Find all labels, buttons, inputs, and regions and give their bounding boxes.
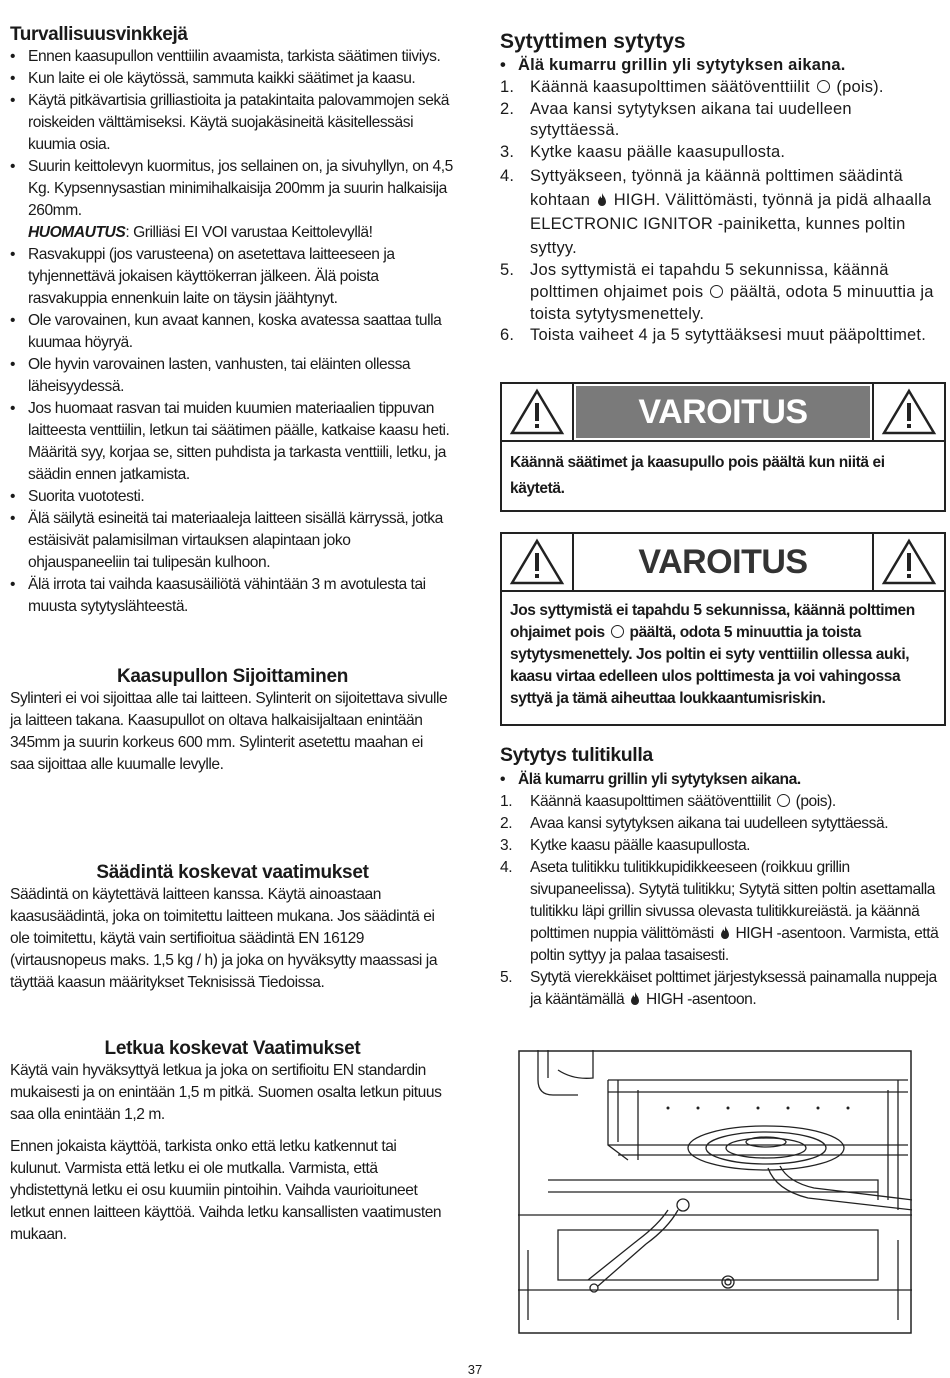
- hose-text-1: Käytä vain hyväksyttyä letkua ja joka on sertifioitu EN standardin mukaisesti ja on enintään 1,5 m pitkä. Suomen osalta letkun pituus saa olla enintään 1,2 m.: [10, 1062, 442, 1123]
- safety-list: [10, 46, 455, 618]
- step-item: [500, 857, 940, 967]
- step-item: [500, 967, 940, 1011]
- step-text: (pois).: [831, 77, 884, 96]
- step-number: 6.: [500, 326, 515, 345]
- warning-box-2: [500, 532, 946, 726]
- step-number: 5.: [500, 969, 513, 986]
- list-item: • Älä kumarru grillin yli sytytyksen aikana.: [500, 55, 942, 77]
- step-item: [500, 164, 942, 260]
- warning-title: VAROITUS: [638, 542, 808, 581]
- list-item: • Älä säilytä esineitä tai materiaaleja laitteen sisällä kärryssä, jotka estäisivät palamisilman virtauksen alapintaan joko ohjauspaneeliin tai tulipesän kulhoon.: [10, 508, 455, 574]
- step-number: 5.: [500, 260, 515, 279]
- warning-text: [502, 592, 944, 718]
- step-item: [500, 260, 942, 325]
- ignition-steps: [500, 77, 942, 347]
- step-item: [500, 99, 942, 143]
- list-item: • Käytä pitkävartisia grilliastioita ja patakintaita palovammojen sekä roiskeiden välttämiseksi. Käytä suojakäsineitä käsitellessäsi kuumia osia.: [10, 90, 455, 156]
- list-item: • Älä irrota tai vaihda kaasusäiliötä vähintään 3 m avotulesta tai muusta sytytyslähteestä.: [10, 574, 455, 618]
- ignition-title: Sytyttimen sytytys: [500, 30, 686, 53]
- grill-burner-illustration: [518, 1050, 912, 1334]
- warning-title: VAROITUS: [574, 384, 872, 440]
- step-item: [500, 835, 940, 857]
- regulator-title: Säädintä koskevat vaatimukset: [96, 862, 369, 883]
- step-number: 3.: [500, 143, 515, 162]
- step-number: 4.: [500, 859, 513, 876]
- warning-text-a: Jos syttymistä ei tapahdu 5 sekunnissa, käännä polttimen ohjaimet pois: [510, 602, 915, 641]
- off-circle-icon: [777, 794, 790, 807]
- regulator-text: Säädintä on käytettävä laitteen kanssa. Käytä ainoastaan kaasusäädintä, joka on toimitettu laitteen mukana. Jos säädintä ei ole toimitettu, käytä vain sertifioitua säädintä EN 16129 (virtausnopeus maks. 1,5 kg / h) ja joka on hyväksytty maassasi ja täyttää kaasun määritykset Teknisissä Tiedoissa.: [10, 886, 438, 991]
- list-item: • Ole varovainen, kun avaat kannen, koska avatessa saattaa tulla kuumaa höyryä.: [10, 310, 455, 354]
- match-title: Sytytys tulitikulla: [500, 744, 653, 766]
- hose-text-2: Ennen jokaista käyttöä, tarkista onko että letku katkennut tai kulunut. Varmista että letku ei ole mutkalla. Varmista, että yhdistettynä letku ei osu kuumiin pintoihin. Vaihda vaurioituneet letkut ennen laitteen käyttöä. Vaihda letku kansallisten vaatimusten mukaan.: [10, 1138, 442, 1243]
- safety-list-wrap: [10, 46, 455, 618]
- list-item: [10, 156, 455, 244]
- off-circle-icon: [611, 625, 624, 638]
- list-item-text: Suurin keittolevyn kuormitus, jos sellainen on, ja sivuhyllyn, on 4,5 Kg. Kypsennysastian minimihalkaisija 200mm ja suurin halkaisija 260mm.: [28, 158, 453, 219]
- step-number: 3.: [500, 837, 513, 854]
- warning-triangle-icon: [502, 384, 574, 440]
- step-text: päältä, odota 5 minuuttia ja toista sytytysmenettely.: [530, 282, 934, 323]
- step-number: 1.: [500, 793, 513, 810]
- step-item: [500, 813, 940, 835]
- list-item: • Ole hyvin varovainen lasten, vanhusten, tai eläinten ollessa läheisyydessä.: [10, 354, 455, 398]
- step-text: HIGH -asentoon. Varmista, että poltin syttyy ja palaa tasaisesti.: [530, 925, 939, 964]
- page-number: 37: [467, 1362, 483, 1377]
- step-text: Käännä kaasupolttimen säätöventtiilit: [530, 77, 815, 96]
- step-text: Jos syttymistä ei tapahdu 5 sekunnissa, käännä polttimen ohjaimet pois: [530, 260, 889, 301]
- off-circle-icon: [710, 285, 723, 298]
- list-item: • Suorita vuototesti.: [10, 486, 455, 508]
- step-text: HIGH. Välittömästi, työnnä ja pidä alhaalla ELECTRONIC IGNITOR -painiketta, kunnes poltin syttyy.: [530, 190, 932, 257]
- list-item: • Älä kumarru grillin yli sytytyksen aikana.: [500, 769, 940, 791]
- step-text: Toista vaiheet 4 ja 5 sytyttääksesi muut pääpolttimet.: [530, 326, 926, 345]
- warning-header: [502, 534, 944, 592]
- safety-title: Turvallisuusvinkkejä: [10, 24, 188, 45]
- warning-header: [502, 384, 944, 442]
- step-text: Kytke kaasu päälle kaasupullosta.: [530, 837, 751, 854]
- note-text: : Grilliäsi EI VOI varustaa Keittolevyllä!: [125, 224, 373, 241]
- warning-text: Käännä säätimet ja kaasupullo pois päältä kun niitä ei käytetä.: [510, 454, 885, 497]
- step-number: 2.: [500, 99, 515, 118]
- match-steps: [500, 791, 940, 1011]
- cylinder-text: Sylinteri ei voi sijoittaa alle tai laitteen. Sylinterit on sijoitettava sivulle ja laitteen takana. Kaasupullot on oltava halkaisijaltaan enintään 345mm ja suurin korkeus 600 mm. Sylinterit asetettu maahan ei saa sijoittaa alle kuumalle levylle.: [10, 690, 448, 773]
- flame-icon: [720, 926, 730, 940]
- step-item: [500, 325, 942, 347]
- cylinder-title: Kaasupullon Sijoittaminen: [116, 666, 349, 687]
- list-item: • Jos huomaat rasvan tai muiden kuumien materiaalien tippuvan laitteesta venttiilin, letkun tai säätimen päälle, katkaise kaasu heti. Määritä syy, korjaa se, sitten puhdista ja tarkasta venttiili, letku, ja säädin ennen jatkamista.: [10, 398, 455, 486]
- warning-triangle-icon: [872, 534, 944, 590]
- step-item: [500, 791, 940, 813]
- step-text: Kytke kaasu päälle kaasupullosta.: [530, 143, 786, 162]
- step-text: HIGH -asentoon.: [642, 991, 757, 1008]
- note: [28, 224, 372, 241]
- ignition-bullet: [500, 55, 942, 77]
- warning-triangle-icon: [872, 384, 944, 440]
- list-item: • Rasvakuppi (jos varusteena) on asetettava laitteeseen ja tyhjennettävä jokaisen käyttökerran jälkeen. Älä poista rasvakuppia ennenkuin laite on täysin jäähtynyt.: [10, 244, 455, 310]
- warning-triangle-icon: [502, 534, 574, 590]
- list-item: • Ennen kaasupullon venttiilin avaamista, tarkista säätimen tiiviys.: [10, 46, 455, 68]
- step-number: 1.: [500, 77, 515, 96]
- flame-icon: [597, 193, 607, 207]
- step-text: Sytytä vierekkäiset polttimet järjestyksessä painamalla nuppeja ja kääntämällä: [530, 969, 937, 1008]
- match-bullet: [500, 769, 940, 791]
- step-text: Aseta tulitikku tulitikkupidikkeeseen (roikkuu grillin sivupaneelissa). Sytytä tulitikku; Sytytä sitten poltin asettamalla tulitikku läpi grillin sivussa olevasta tulitikkureiästä. ja käännä polttimen nuppia välittömästi: [530, 859, 935, 942]
- flame-icon: [630, 992, 640, 1006]
- step-text: Avaa kansi sytytyksen aikana tai uudelleen sytyttäessä.: [530, 815, 889, 832]
- step-text: Avaa kansi sytytyksen aikana tai uudelleen sytyttäessä.: [530, 99, 852, 140]
- step-item: [500, 77, 942, 99]
- step-text: Syttyäkseen, työnnä ja käännä polttimen säädintä kohtaan: [530, 166, 903, 209]
- step-text: (pois).: [791, 793, 836, 810]
- note-label: HUOMAUTUS: [28, 224, 126, 241]
- step-number: 2.: [500, 815, 513, 832]
- step-text: Käännä kaasupolttimen säätöventtiilit: [530, 793, 775, 810]
- step-number: 4.: [500, 166, 515, 185]
- warning-box-1: [500, 382, 946, 512]
- off-circle-icon: [817, 80, 830, 93]
- list-item: • Kun laite ei ole käytössä, sammuta kaikki säätimet ja kaasu.: [10, 68, 455, 90]
- warning-text-b: päältä, odota 5 minuuttia ja toista sytytysmenettely. Jos poltin ei syty venttiilin ollessa auki, kaasu virtaa edelleen ulos polttimesta ja voi vahingossa syttyä ja tämä aiheuttaa loukkaantumisriskin.: [510, 624, 910, 707]
- hose-title: Letkua koskevat Vaatimukset: [104, 1038, 361, 1059]
- step-item: [500, 142, 942, 164]
